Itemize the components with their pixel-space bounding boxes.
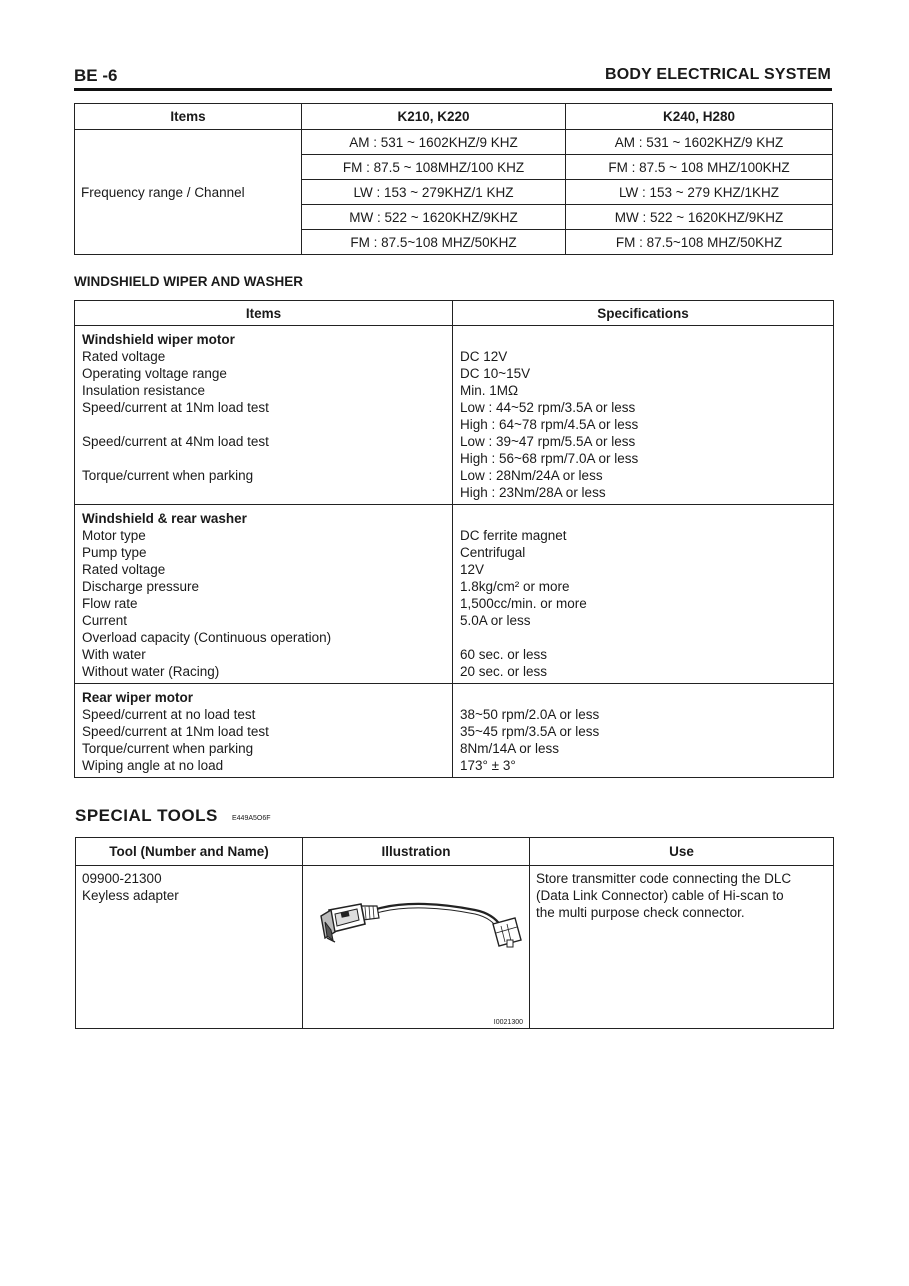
- table-cell: MW : 522 ~ 1620KHZ/9KHZ: [566, 205, 833, 230]
- table-cell: LW : 153 ~ 279 KHZ/1KHZ: [566, 180, 833, 205]
- item-label: Torque/current when parking: [82, 741, 254, 756]
- use-cell: [530, 866, 834, 1029]
- table-cell: AM : 531 ~ 1602KHZ/9 KHZ: [302, 130, 566, 155]
- section-heading: BODY ELECTRICAL SYSTEM: [604, 66, 831, 83]
- table-cell: FM : 87.5~108 MHZ/50KHZ: [302, 230, 566, 255]
- tool-illustration: [309, 870, 523, 1024]
- column-header: Items: [75, 104, 302, 130]
- table-cell: MW : 522 ~ 1620KHZ/9KHZ: [302, 205, 566, 230]
- spec-value: Low : 44~52 rpm/3.5A or less: [460, 400, 636, 415]
- item-label: Current: [82, 613, 128, 628]
- group-row: [75, 326, 834, 505]
- spec-value: DC 10~15V: [460, 366, 531, 381]
- item-label: [82, 484, 445, 501]
- item-label: Flow rate: [82, 596, 138, 611]
- wiper-spec-table: [74, 300, 834, 778]
- table-cell: FM : 87.5 ~ 108 MHZ/100KHZ: [566, 155, 833, 180]
- column-header: Items: [75, 301, 453, 326]
- item-label: Rated voltage: [82, 562, 166, 577]
- group-title: Rear wiper motor: [82, 690, 194, 705]
- item-label: Torque/current when parking: [82, 468, 254, 483]
- use-text: Store transmitter code connecting the DLC: [536, 871, 792, 886]
- spec-value: DC 12V: [460, 349, 508, 364]
- illustration-cell: [303, 866, 530, 1029]
- column-header: Tool (Number and Name): [76, 838, 303, 866]
- group-items-cell: [75, 505, 453, 684]
- group-items-cell: [75, 684, 453, 778]
- wiper-section-title: WINDSHIELD WIPER AND WASHER: [74, 274, 303, 289]
- item-label: Pump type: [82, 545, 147, 560]
- item-label: Overload capacity (Continuous operation): [82, 630, 332, 645]
- use-text: (Data Link Connector) cable of Hi-scan to: [536, 888, 784, 903]
- item-label: Speed/current at 1Nm load test: [82, 724, 269, 739]
- spec-value: DC ferrite magnet: [460, 528, 567, 543]
- spec-value: 35~45 rpm/3.5A or less: [460, 724, 600, 739]
- spec-value: High : 23Nm/28A or less: [460, 485, 606, 500]
- keyless-adapter-illustration: [315, 896, 530, 966]
- spec-value: 12V: [460, 562, 485, 577]
- item-label: Operating voltage range: [82, 366, 227, 381]
- spec-value: 173° ± 3°: [460, 758, 516, 773]
- item-label: [82, 450, 445, 467]
- spec-value: Low : 39~47 rpm/5.5A or less: [460, 434, 636, 449]
- item-label: Wiping angle at no load: [82, 758, 224, 773]
- group-title: Windshield wiper motor: [82, 332, 235, 347]
- group-specs-cell: [453, 684, 834, 778]
- spec-value: 38~50 rpm/2.0A or less: [460, 707, 600, 722]
- group-items-cell: [75, 326, 453, 505]
- group-row: [75, 684, 834, 778]
- tool-number: 09900-21300: [82, 871, 162, 886]
- tool-cell: [76, 866, 303, 1029]
- spec-value: 8Nm/14A or less: [460, 741, 560, 756]
- spec-value: High : 64~78 rpm/4.5A or less: [460, 417, 639, 432]
- spec-value: Min. 1MΩ: [460, 383, 519, 398]
- tool-name: Keyless adapter: [82, 888, 179, 903]
- spec-value: Centrifugal: [460, 545, 526, 560]
- radio-frequency-table: [74, 103, 833, 255]
- table-cell: LW : 153 ~ 279KHZ/1 KHZ: [302, 180, 566, 205]
- spec-value: 1.8kg/cm² or more: [460, 579, 570, 594]
- table-header-row: [76, 838, 834, 866]
- table-header-row: [75, 301, 834, 326]
- column-header: Specifications: [453, 301, 834, 326]
- item-label: Motor type: [82, 528, 146, 543]
- column-header: Illustration: [303, 838, 530, 866]
- group-row: [75, 505, 834, 684]
- table-header-row: [75, 104, 833, 130]
- illustration-code: I0021300: [493, 1019, 523, 1026]
- group-specs-cell: [453, 505, 834, 684]
- table-cell: AM : 531 ~ 1602KHZ/9 KHZ: [566, 130, 833, 155]
- page-number: BE -6: [74, 66, 118, 85]
- special-tools-title: SPECIAL TOOLS: [75, 806, 218, 825]
- spec-value: [460, 629, 826, 646]
- spec-value: 20 sec. or less: [460, 664, 548, 679]
- column-header: Use: [530, 838, 834, 866]
- item-label: Frequency range / Channel: [75, 130, 302, 255]
- spacer: [460, 689, 826, 706]
- table-row: [76, 866, 834, 1029]
- group-title: Windshield & rear washer: [82, 511, 247, 526]
- column-header: K210, K220: [302, 104, 566, 130]
- item-label: Speed/current at 1Nm load test: [82, 400, 269, 415]
- item-label: [82, 416, 445, 433]
- use-text: the multi purpose check connector.: [536, 905, 745, 920]
- column-header: K240, H280: [566, 104, 833, 130]
- spec-value: High : 56~68 rpm/7.0A or less: [460, 451, 639, 466]
- group-specs-cell: [453, 326, 834, 505]
- spacer: [460, 331, 826, 348]
- spacer: [460, 510, 826, 527]
- item-label: Insulation resistance: [82, 383, 206, 398]
- spec-value: 1,500cc/min. or more: [460, 596, 587, 611]
- item-label: Rated voltage: [82, 349, 166, 364]
- item-label: With water: [82, 647, 146, 662]
- item-label: Discharge pressure: [82, 579, 200, 594]
- header-rule: [74, 88, 832, 91]
- item-label: Without water (Racing): [82, 664, 220, 679]
- table-row: [75, 130, 833, 155]
- item-label: Speed/current at 4Nm load test: [82, 434, 269, 449]
- spec-value: Low : 28Nm/24A or less: [460, 468, 603, 483]
- spec-value: 5.0A or less: [460, 613, 531, 628]
- item-label: Speed/current at no load test: [82, 707, 256, 722]
- spec-value: 60 sec. or less: [460, 647, 548, 662]
- special-tools-table: [75, 837, 834, 1029]
- table-cell: FM : 87.5~108 MHZ/50KHZ: [566, 230, 833, 255]
- section-code: E449A5O6F: [232, 815, 271, 822]
- table-cell: FM : 87.5 ~ 108MHZ/100 KHZ: [302, 155, 566, 180]
